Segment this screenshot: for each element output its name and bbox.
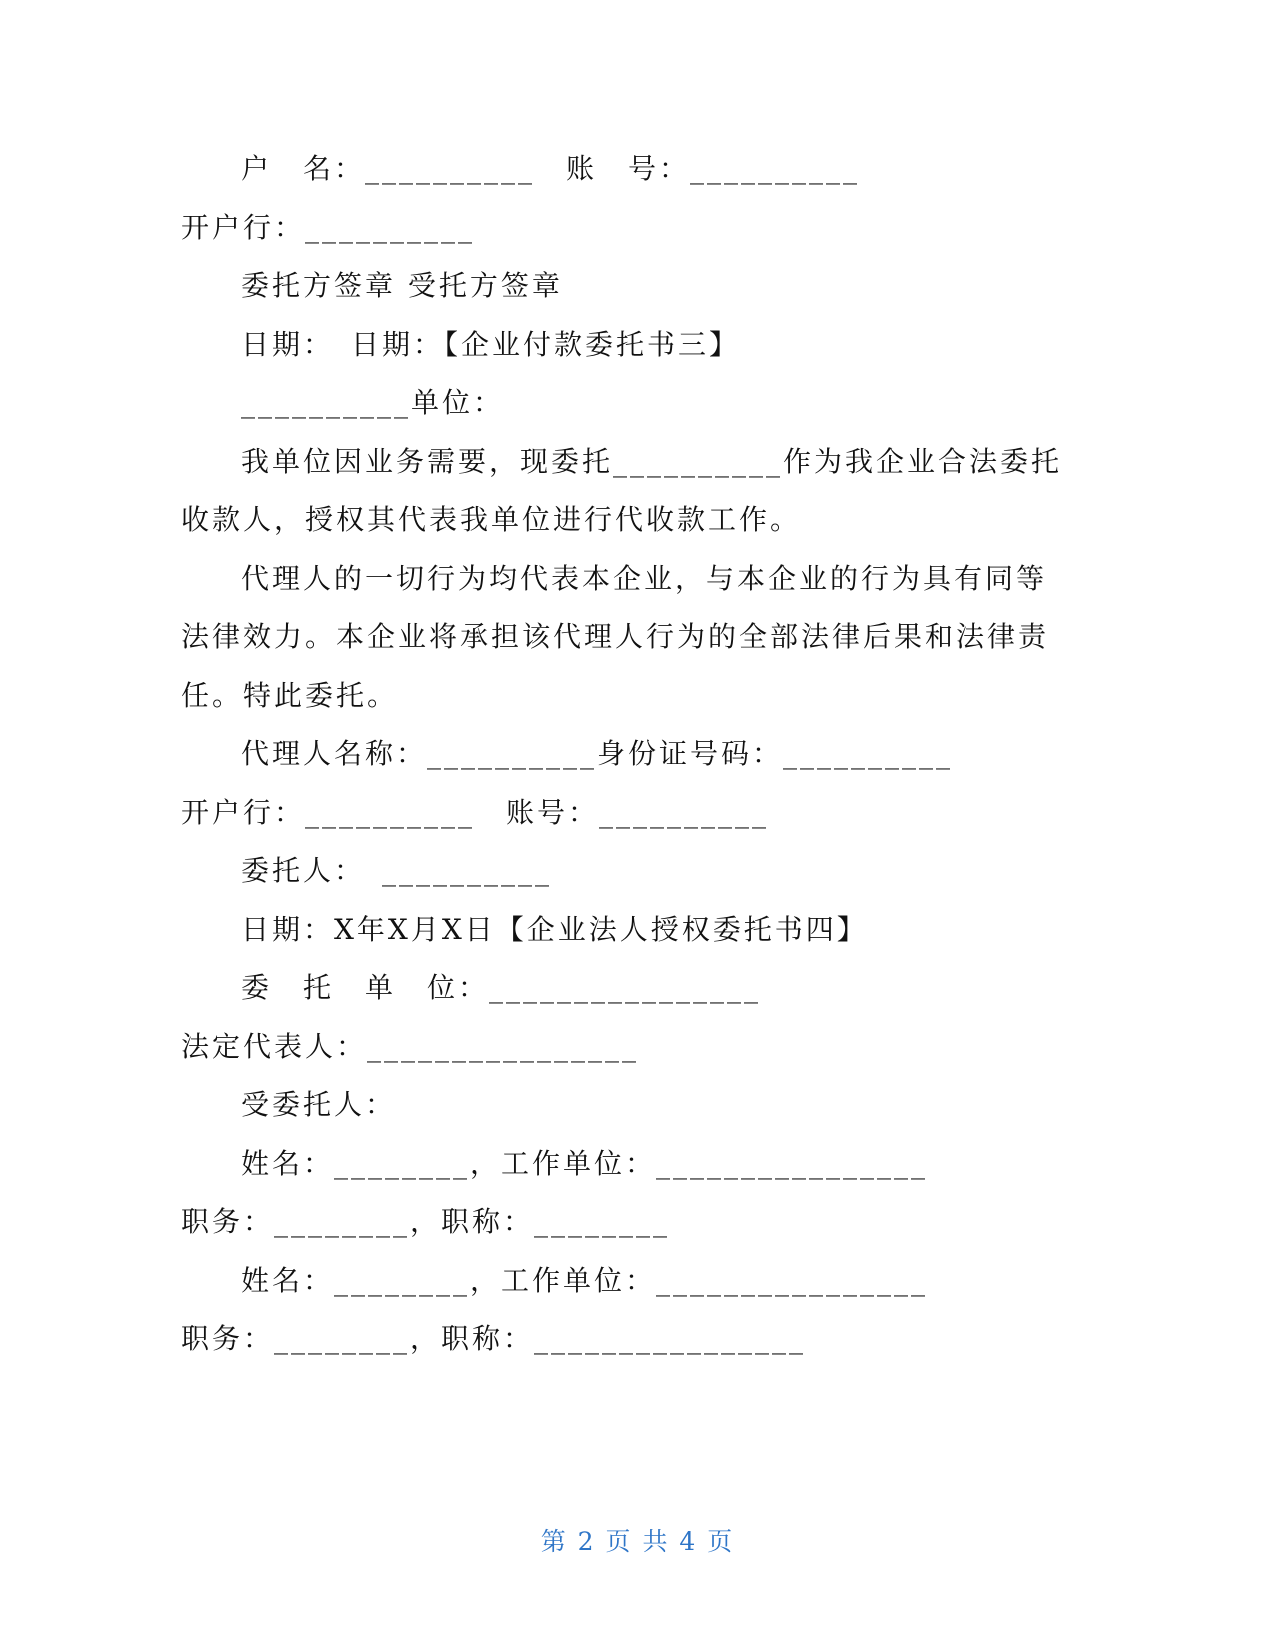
line-bank: 开户行：__________: [181, 210, 476, 244]
paragraph-entrust-2b: 法律效力。本企业将承担该代理人行为的全部法律后果和法律责: [181, 620, 1050, 653]
line-trustee-label: 受委托人：: [241, 1088, 397, 1121]
line-unit: __________单位：: [241, 386, 505, 419]
line-account-name: 户 名：__________ 账 号：__________: [241, 152, 861, 185]
line-trustee-2-position: 职务：________，职称：________________: [181, 1322, 807, 1355]
line-trustee-1-name: 姓名：________，工作单位：________________: [241, 1146, 929, 1180]
line-legal-rep: 法定代表人：________________: [181, 1029, 640, 1063]
paragraph-entrust-2c: 任。特此委托。: [181, 678, 399, 712]
paragraph-entrust-1a: 我单位因业务需要，现委托__________作为我企业合法委托: [241, 444, 1063, 478]
line-trustee-1-position: 职务：________，职称：________: [181, 1205, 671, 1238]
line-agent-name-id: 代理人名称：__________身份证号码：__________: [241, 737, 954, 770]
line-trustee-2-name: 姓名：________，工作单位：________________: [241, 1263, 929, 1297]
line-entrusting-unit: 委 托 单 位：________________: [241, 971, 762, 1004]
line-date-heading-4: 日期：X年X月X日【企业法人授权委托书四】: [241, 912, 868, 946]
line-date-heading-3: 日期： 日期：【企业付款委托书三】: [241, 327, 741, 361]
line-signatures: 委托方签章 受托方签章: [241, 269, 563, 302]
page-number-footer: 第 2 页 共 4 页: [540, 1527, 735, 1556]
document-body: [181, 140, 1061, 1369]
line-bank-account: 开户行：__________ 账号：__________: [181, 795, 770, 829]
line-principal: 委托人： __________: [241, 854, 553, 887]
paragraph-entrust-2a: 代理人的一切行为均代表本企业，与本企业的行为具有同等: [241, 561, 1048, 595]
paragraph-entrust-1b: 收款人，授权其代表我单位进行代收款工作。: [181, 503, 802, 536]
